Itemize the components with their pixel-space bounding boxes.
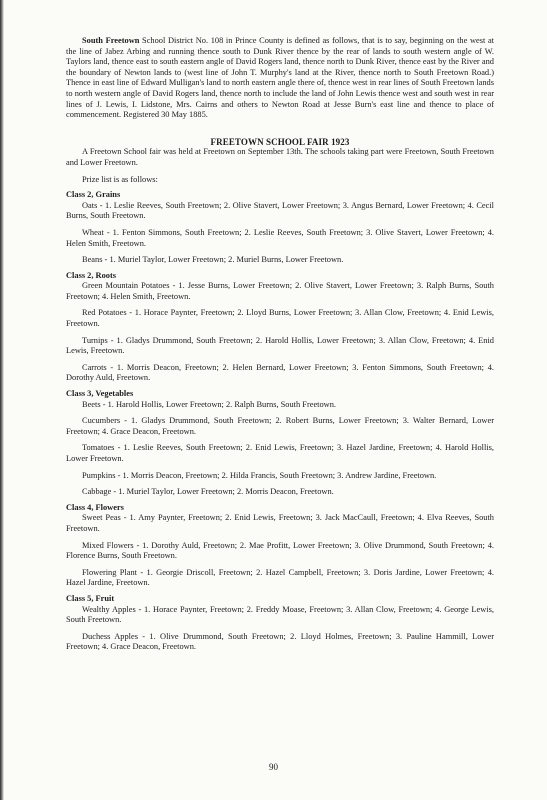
class-section: [66, 271, 494, 384]
prize-entry: Turnips - 1. Gladys Drummond, South Freetown; 2. Harold Hollis, Lower Freetown; 3. Allan Clow, Freetown; 4. Enid Lewis, Freetown.: [66, 335, 494, 356]
class-heading: Class 5, Fruit: [66, 593, 115, 603]
prize-entry: Beans - 1. Muriel Taylor, Lower Freetown; 2. Muriel Burns, Lower Freetown.: [82, 255, 344, 265]
class-heading: Class 3, Vegetables: [66, 389, 134, 399]
district-description: [66, 36, 494, 121]
prize-entry: Tomatoes - 1. Leslie Reeves, South Freetown; 2. Enid Lewis, Freetown; 3. Hazel Jardine, Freetown; 4. Harold Hollis, Lower Freetown.: [66, 443, 494, 463]
prize-entry: Green Mountain Potatoes - 1. Jesse Burns, Lower Freetown; 2. Olive Stavert, Lower Freetown; 3. Ralph Burns, South Freetown; 4. Helen Smith, Freetown.: [66, 281, 494, 301]
class-section: [66, 594, 494, 653]
class-heading: Class 2, Grains: [66, 190, 121, 200]
prize-entry: Duchess Apples - 1. Olive Drummond, South Freetown; 2. Lloyd Holmes, Freetown; 3. Pauline Hammill, Lower Freetown; 4. Grace Deacon, Freetown.: [66, 631, 494, 652]
prize-entry: Carrots - 1. Morris Deacon, Freetown; 2. Helen Bernard, Lower Freetown; 3. Fenton Simmons, South Freetown; 4. Dorothy Auld, Freetown.: [66, 362, 494, 383]
prize-entry: Mixed Flowers - 1. Dorothy Auld, Freetown; 2. Mae Profitt, Lower Freetown; 3. Olive Drummond, South Freetown; 4. Florence Burns, South Freetown.: [66, 540, 494, 561]
district-name: South Freetown: [82, 36, 140, 45]
prize-entry: Cucumbers - 1. Gladys Drummond, South Freetown; 2. Robert Burns, Lower Freetown; 3. Walter Bernard, Lower Freetown; 4. Grace Deacon, Freetown.: [66, 416, 494, 436]
prize-list-intro: Prize list is as follows:: [82, 174, 158, 184]
class-section: [66, 503, 494, 589]
prize-entry: Cabbage - 1. Muriel Taylor, Lower Freetown; 2. Morris Deacon, Freetown.: [82, 487, 334, 497]
prize-entry: Beets - 1. Harold Hollis, Lower Freetown; 2. Ralph Burns, South Freetown.: [82, 399, 337, 409]
page-body: [66, 36, 494, 653]
prize-entry: Sweet Peas - 1. Amy Paynter, Freetown; 2. Enid Lewis, Freetown; 3. Jack MacCaull, Freetown; 4. Elva Reeves, South Freetown.: [66, 513, 494, 533]
prize-classes: [66, 190, 494, 653]
fair-title: FREETOWN SCHOOL FAIR 1923: [210, 136, 350, 147]
prize-entry: Wheat - 1. Fenton Simmons, South Freetown; 2. Leslie Reeves, South Freetown; 3. Olive Stavert, Lower Freetown; 4. Helen Smith, Freetown.: [66, 227, 494, 248]
class-heading: Class 2, Roots: [66, 270, 117, 280]
fair-paragraph: A Freetown School fair was held at Freetown on September 13th. The schools taking part were Freetown, South Freetown and Lower Freetown.: [66, 147, 494, 167]
class-section: [66, 190, 494, 266]
page-number: 90: [269, 762, 278, 772]
class-section: [66, 389, 494, 498]
prize-entry: Red Potatoes - 1. Horace Paynter, Freetown; 2. Lloyd Burns, Lower Freetown; 3. Allan Clow, Freetown; 4. Enid Lewis, Freetown.: [66, 308, 494, 329]
prize-entry: Flowering Plant - 1. Georgie Driscoll, Freetown; 2. Hazel Campbell, Freetown; 3. Doris Jardine, Lower Freetown; 4. Hazel Jardine, Freetown.: [66, 567, 494, 588]
prize-entry: Pumpkins - 1. Morris Deacon, Freetown; 2. Hilda Francis, South Freetown; 3. Andrew Jardine, Freetown.: [82, 470, 437, 480]
district-text: School District No. 108 in Prince County is defined as follows, that is to say, beginning on the west at the line of Jabez Arbing and running thence south to Dunk River thence by the rear of lands to south western angle of W. Taylors land, thence east to south eastern angle of David Rogers land, thence north to Dunk River, thence east by the River and the boundary of Newton lands to (west line of John T. Murphy's land at the River, thence north to South Freetown Road.) Thence in east line of Edward Mulligan's land to north eastern angle there of, thence west in rear lines of South Freetown lands to north western angle of David Rogers land, thence north to include the land of John Lewis thence west and south west in rear lines of J. Lewis, I. Lidstone, Mrs. Cairns and others to Newton Road at Jesse Burn's east line and thence to place of commencement. Registered 30 May 1885.: [66, 36, 494, 120]
class-heading: Class 4, Flowers: [66, 502, 124, 512]
prize-entry: Wealthy Apples - 1. Horace Paynter, Freetown; 2. Freddy Moase, Freetown; 3. Allan Clow, Freetown; 4. George Lewis, South Freetown.: [66, 604, 494, 625]
page-spine-shadow: [0, 0, 4, 800]
prize-entry: Oats - 1. Leslie Reeves, South Freetown; 2. Olive Stavert, Lower Freetown; 3. Angus Bernard, Lower Freetown; 4. Cecil Burns, South Freetown.: [66, 200, 494, 221]
